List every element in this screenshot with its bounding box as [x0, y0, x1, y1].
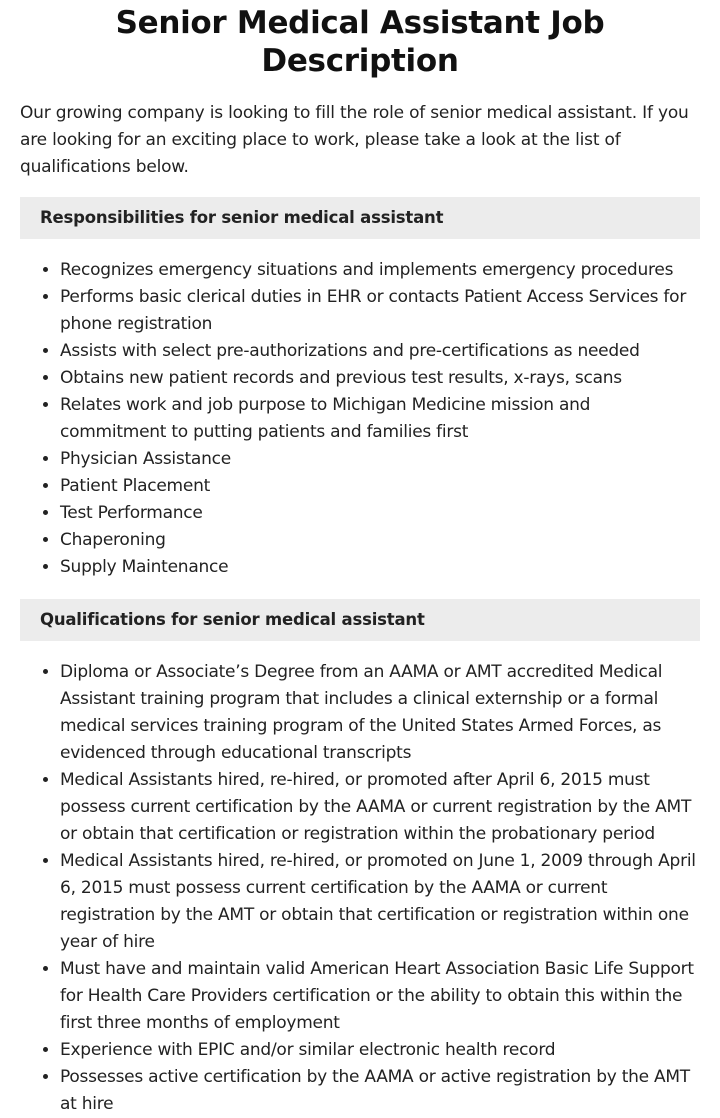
list-item: • Recognizes emergency situations and implements emergency procedures [60, 257, 700, 284]
list-item: • Medical Assistants hired, re-hired, or promoted after April 6, 2015 must possess current certification by the AAMA or current registration by the AMT or obtain that certification or registration within the probationary period [60, 767, 700, 848]
list-item: • Physician Assistance [60, 446, 700, 473]
list-item: • Assists with select pre-authorizations and pre-certifications as needed [60, 338, 700, 365]
list-item: • Diploma or Associate’s Degree from an AAMA or AMT accredited Medical Assistant training program that includes a clinical externship or a formal medical services training program of the United States Armed Forces, as evidenced through educational transcripts [60, 659, 700, 767]
page-title: Senior Medical Assistant Job Description [115, 5, 605, 79]
list-item: • Must have and maintain valid American Heart Association Basic Life Support for Health Care Providers certification or the ability to obtain this within the first three months of employment [60, 956, 700, 1037]
list-item: • Medical Assistants hired, re-hired, or promoted on June 1, 2009 through April 6, 2015 must possess current certification by the AAMA or current registration by the AMT or obtain that certification or registration within one year of hire [60, 848, 700, 956]
list-item: • Relates work and job purpose to Michigan Medicine mission and commitment to putting patients and families first [60, 392, 700, 446]
qualifications-heading: Qualifications for senior medical assistant [20, 599, 700, 641]
intro-paragraph: Our growing company is looking to fill the role of senior medical assistant. If you are looking for an exciting place to work, please take a look at the list of qualifications below. [20, 103, 689, 177]
list-item: • Obtains new patient records and previous test results, x-rays, scans [60, 365, 700, 392]
list-item: • Patient Placement [60, 473, 700, 500]
list-item: • Possesses active certification by the AAMA or active registration by the AMT at hire [60, 1064, 700, 1118]
list-item: • Test Performance [60, 500, 700, 527]
list-item: • Experience with EPIC and/or similar electronic health record [60, 1037, 700, 1064]
responsibilities-heading: Responsibilities for senior medical assistant [20, 197, 700, 239]
qualifications-list [20, 659, 700, 1118]
responsibilities-list [20, 257, 700, 581]
list-item: • Supply Maintenance [60, 554, 700, 581]
list-item: • Chaperoning [60, 527, 700, 554]
list-item: • Performs basic clerical duties in EHR or contacts Patient Access Services for phone registration [60, 284, 700, 338]
